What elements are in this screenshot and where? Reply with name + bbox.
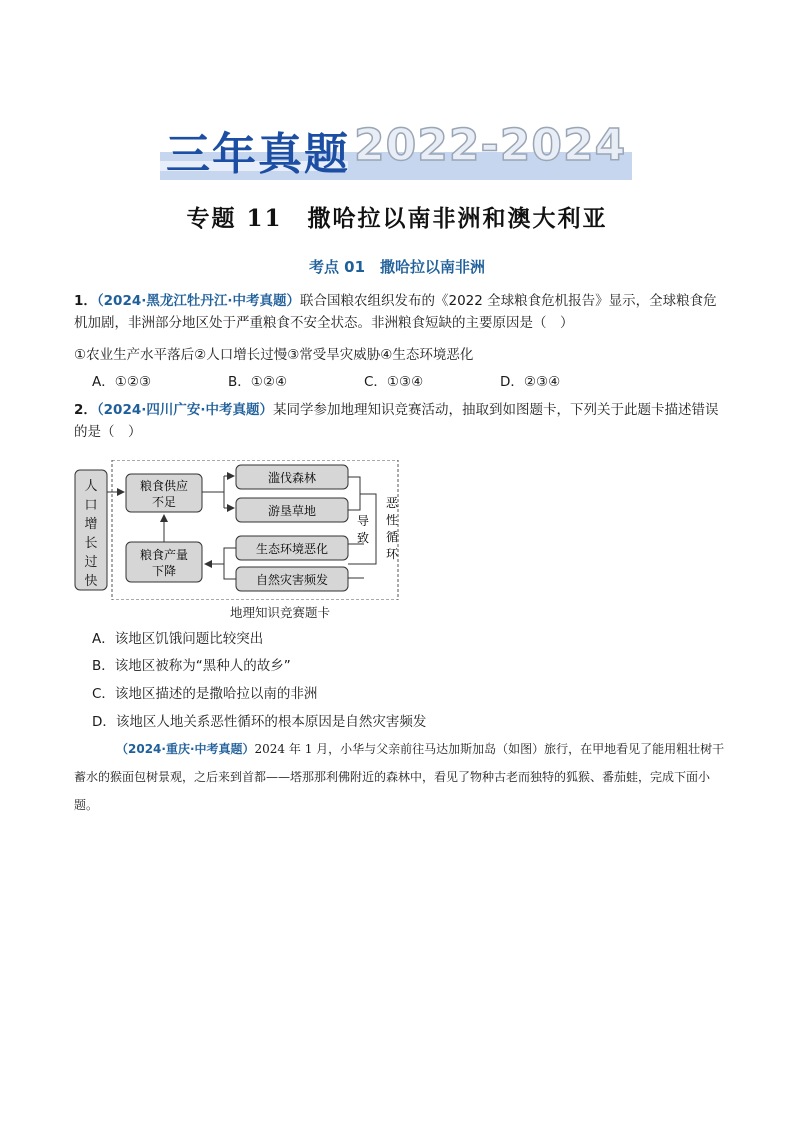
question-2 bbox=[74, 399, 726, 443]
question-source: （2024·重庆·中考真题） bbox=[116, 742, 255, 756]
question-1-options bbox=[92, 371, 636, 393]
option-c[interactable]: C．①③④ bbox=[364, 374, 424, 390]
vicious-char: 恶 bbox=[385, 496, 399, 510]
topic-title: 专题 11 撒哈拉以南非洲和澳大利亚 bbox=[186, 205, 608, 232]
question-number: 1． bbox=[74, 293, 97, 309]
quiz-card-diagram bbox=[74, 460, 404, 600]
vicious-char: 性 bbox=[385, 513, 399, 527]
bracket-left bbox=[202, 476, 234, 508]
question-1-items: ①农业生产水平落后②人口增长过慢③常受旱灾威胁④生态环境恶化 bbox=[74, 347, 474, 363]
question-text: 2024 年 1 月，小华与父亲前往马达加斯加岛（如图）旅行，在甲地看见了能用粗壮树干蓄水的猴面包树景观，之后来到首都——塔那那利佛附近的森林中，看见了物种古老而独特的狐猴、番茄蛙，完成下面小题。 bbox=[74, 742, 725, 812]
section-title: 考点 01 撒哈拉以南非洲 bbox=[308, 258, 486, 276]
vicious-char: 循 bbox=[385, 530, 399, 544]
food-output-label: 下降 bbox=[151, 564, 177, 578]
option-b[interactable]: B．该地区被称为“黑种人的故乡” bbox=[92, 658, 291, 674]
header-banner bbox=[0, 112, 794, 182]
population-char: 口 bbox=[84, 498, 98, 513]
banner-years: 2022-2024 bbox=[354, 120, 627, 171]
question-3-intro bbox=[74, 735, 726, 819]
question-source: （2024·黑龙江牡丹江·中考真题） bbox=[96, 293, 300, 309]
question-text: 某同学参加地理知识竞赛活动，抽取到如图题卡，下列关于此题卡描述错误的是（ ） bbox=[74, 402, 719, 440]
question-source: （2024·四川广安·中考真题） bbox=[96, 402, 273, 418]
graze-label: 游垦草地 bbox=[267, 504, 317, 518]
food-output-label: 粮食产量 bbox=[139, 548, 189, 562]
option-a[interactable]: A．①②③ bbox=[92, 374, 152, 390]
population-char: 过 bbox=[84, 555, 98, 570]
figure-caption: 地理知识竞赛题卡 bbox=[229, 605, 330, 620]
population-char: 长 bbox=[84, 536, 98, 551]
lead-to-char: 导 bbox=[356, 514, 370, 528]
deforest-label: 滥伐森林 bbox=[267, 471, 317, 485]
banner-title: 三年真题 bbox=[166, 129, 350, 180]
disaster-label: 自然灾害频发 bbox=[255, 573, 329, 587]
option-a[interactable]: A．该地区饥饿问题比较突出 bbox=[92, 631, 264, 647]
eco-label: 生态环境恶化 bbox=[255, 542, 329, 556]
food-supply-label: 不足 bbox=[151, 495, 177, 509]
option-d[interactable]: D．②③④ bbox=[500, 374, 561, 390]
option-b[interactable]: B．①②④ bbox=[228, 374, 288, 390]
question-text: 联合国粮农组织发布的《2022 全球粮食危机报告》显示，全球粮食危机加剧，非洲部分地区处于严重粮食不安全状态。非洲粮食短缺的主要原因是（ ） bbox=[74, 293, 717, 331]
food-supply-label: 粮食供应 bbox=[139, 479, 189, 493]
vicious-char: 环 bbox=[385, 547, 399, 561]
population-char: 人 bbox=[84, 479, 98, 494]
option-d[interactable]: D．该地区人地关系恶性循环的根本原因是自然灾害频发 bbox=[92, 714, 427, 730]
lead-to-char: 致 bbox=[356, 531, 370, 545]
population-char: 快 bbox=[84, 574, 98, 589]
question-1 bbox=[74, 290, 726, 334]
question-number: 2． bbox=[74, 402, 97, 418]
option-c[interactable]: C．该地区描述的是撒哈拉以南的非洲 bbox=[92, 686, 318, 702]
population-char: 增 bbox=[84, 517, 98, 532]
